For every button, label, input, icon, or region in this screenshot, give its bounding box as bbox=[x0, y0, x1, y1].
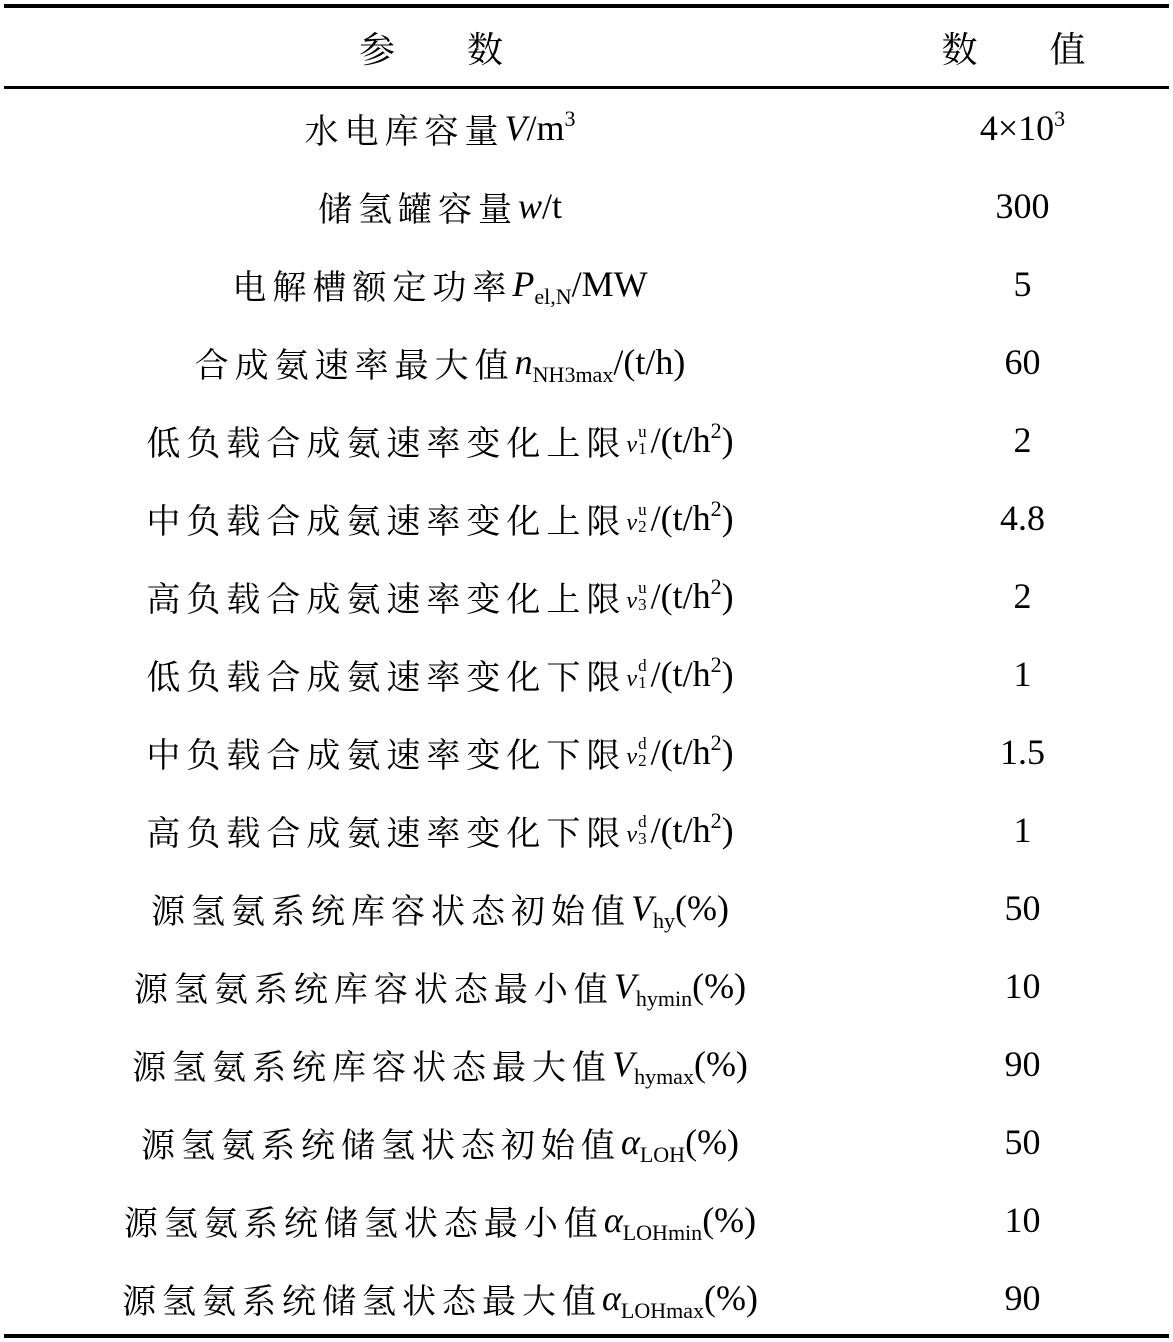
param-symbol bbox=[514, 341, 686, 387]
param-unit: (%) bbox=[704, 1278, 758, 1318]
param-cell bbox=[4, 1103, 876, 1181]
param-subscript: hymax bbox=[634, 1064, 694, 1089]
table-row bbox=[4, 635, 1169, 713]
param-value-base: 4×10 bbox=[979, 108, 1055, 148]
value-cell bbox=[876, 1103, 1169, 1181]
param-upper-index: d bbox=[638, 734, 647, 753]
table-row bbox=[4, 947, 1169, 1025]
param-value: 60 bbox=[1004, 342, 1041, 382]
param-variable: α bbox=[620, 1122, 640, 1162]
param-symbol bbox=[631, 887, 729, 933]
param-unit-close: ) bbox=[721, 420, 734, 460]
param-name: 源氢氨系统储氢状态最大值 bbox=[122, 1281, 603, 1322]
table-row bbox=[4, 401, 1169, 479]
param-value: 5 bbox=[1013, 264, 1032, 304]
table-row bbox=[4, 167, 1169, 245]
param-name: 合成氨速率最大值 bbox=[194, 345, 515, 386]
param-cell bbox=[4, 479, 876, 557]
param-index bbox=[638, 579, 647, 613]
table-row bbox=[4, 323, 1169, 401]
param-value: 90 bbox=[1004, 1278, 1041, 1318]
param-cell bbox=[4, 401, 876, 479]
param-lower-index: 2 bbox=[638, 517, 647, 536]
param-value: 10 bbox=[1004, 966, 1041, 1006]
param-value: 4.8 bbox=[1000, 498, 1045, 538]
param-variable-stack bbox=[626, 734, 646, 771]
param-name: 低负载合成氨速率变化下限 bbox=[146, 657, 627, 698]
value-cell bbox=[876, 479, 1169, 557]
param-variable: α bbox=[602, 1278, 621, 1318]
param-subscript: hymin bbox=[635, 986, 693, 1011]
param-unit: /MW bbox=[571, 264, 648, 304]
param-variable-stack bbox=[626, 578, 646, 615]
value-cell bbox=[876, 947, 1169, 1025]
header-param-cell bbox=[4, 8, 876, 86]
value-cell bbox=[876, 869, 1169, 947]
param-symbol bbox=[620, 1121, 740, 1167]
param-cell bbox=[4, 323, 876, 401]
param-value: 1.5 bbox=[1000, 732, 1045, 772]
param-name: 中负载合成氨速率变化上限 bbox=[146, 501, 627, 542]
param-symbol bbox=[613, 965, 747, 1011]
param-unit bbox=[651, 731, 734, 773]
param-cell bbox=[4, 791, 876, 869]
param-unit-text: /(t/h bbox=[650, 810, 711, 850]
param-variable: v bbox=[626, 431, 638, 458]
param-value-exponent: 3 bbox=[1054, 106, 1066, 131]
param-lower-index: 2 bbox=[638, 751, 647, 770]
param-lower-index: 1 bbox=[638, 673, 647, 692]
value-cell bbox=[876, 245, 1169, 323]
param-name: 水电库容量 bbox=[304, 111, 505, 152]
param-variable: v bbox=[626, 509, 638, 536]
param-variable: V bbox=[613, 966, 636, 1006]
param-value: 1 bbox=[1013, 654, 1032, 694]
param-value: 2 bbox=[1013, 420, 1032, 460]
param-unit: /(t/h) bbox=[613, 342, 686, 382]
param-index bbox=[638, 657, 647, 691]
header-value-label: 数 值 bbox=[941, 29, 1104, 71]
param-value: 50 bbox=[1004, 888, 1041, 928]
value-cell bbox=[876, 1259, 1169, 1337]
param-unit-exponent: 3 bbox=[564, 106, 576, 131]
param-unit-exponent: 2 bbox=[710, 574, 722, 599]
table-row bbox=[4, 1259, 1169, 1337]
table-row bbox=[4, 791, 1169, 869]
param-cell bbox=[4, 89, 876, 167]
value-cell bbox=[876, 323, 1169, 401]
value-cell bbox=[876, 713, 1169, 791]
param-unit bbox=[651, 497, 734, 539]
table-row bbox=[4, 869, 1169, 947]
param-symbol bbox=[518, 185, 562, 227]
param-unit: /t bbox=[542, 186, 563, 226]
param-cell bbox=[4, 245, 876, 323]
param-unit-text: /(t/h bbox=[650, 420, 711, 460]
param-value: 300 bbox=[995, 186, 1050, 226]
table-row bbox=[4, 1025, 1169, 1103]
param-unit-exponent: 2 bbox=[710, 652, 722, 677]
param-value: 1 bbox=[1013, 810, 1032, 850]
param-unit-exponent: 2 bbox=[710, 496, 722, 521]
param-unit: (%) bbox=[685, 1122, 740, 1162]
param-unit bbox=[651, 653, 734, 695]
param-cell bbox=[4, 713, 876, 791]
param-unit-text: /(t/h bbox=[650, 576, 711, 616]
param-index bbox=[638, 735, 647, 769]
param-unit-exponent: 2 bbox=[710, 730, 722, 755]
param-variable: n bbox=[514, 342, 533, 382]
param-unit bbox=[651, 575, 734, 617]
param-variable: V bbox=[504, 108, 527, 148]
param-variable-stack bbox=[626, 812, 646, 849]
param-index bbox=[638, 501, 647, 535]
param-unit-close: ) bbox=[721, 732, 734, 772]
param-name: 源氢氨系统库容状态最大值 bbox=[132, 1047, 613, 1088]
param-variable-stack bbox=[626, 422, 646, 459]
table-row bbox=[4, 479, 1169, 557]
param-variable-stack bbox=[626, 500, 646, 537]
param-value: 10 bbox=[1004, 1200, 1041, 1240]
param-name: 源氢氨系统储氢状态初始值 bbox=[140, 1125, 621, 1166]
param-unit bbox=[651, 809, 734, 851]
param-unit: /m bbox=[526, 108, 565, 148]
header-value-cell bbox=[876, 8, 1169, 86]
param-cell bbox=[4, 947, 876, 1025]
param-variable: V bbox=[612, 1044, 635, 1084]
param-unit-close: ) bbox=[721, 498, 734, 538]
param-name: 源氢氨系统库容状态初始值 bbox=[151, 891, 632, 932]
param-lower-index: 1 bbox=[638, 439, 647, 458]
param-name: 高负载合成氨速率变化下限 bbox=[146, 813, 627, 854]
table-row bbox=[4, 557, 1169, 635]
param-upper-index: d bbox=[638, 656, 647, 675]
param-subscript: LOH bbox=[639, 1142, 686, 1167]
param-index bbox=[638, 423, 647, 457]
value-cell bbox=[876, 635, 1169, 713]
param-unit: (%) bbox=[675, 888, 729, 928]
param-value: 90 bbox=[1004, 1044, 1041, 1084]
table-row bbox=[4, 1181, 1169, 1259]
param-upper-index: u bbox=[638, 578, 647, 597]
param-variable: v bbox=[626, 743, 638, 770]
param-unit-text: /(t/h bbox=[650, 732, 711, 772]
param-symbol bbox=[504, 107, 575, 149]
param-subscript: NH3max bbox=[532, 362, 614, 387]
param-cell bbox=[4, 1181, 876, 1259]
param-cell bbox=[4, 1259, 876, 1337]
value-cell bbox=[876, 89, 1169, 167]
value-cell bbox=[876, 1181, 1169, 1259]
param-variable: v bbox=[626, 665, 638, 692]
param-variable: v bbox=[626, 821, 638, 848]
param-subscript: LOHmin bbox=[622, 1220, 703, 1245]
param-name: 储氢罐容量 bbox=[317, 189, 518, 230]
param-subscript: LOHmax bbox=[620, 1298, 705, 1323]
param-unit-text: /(t/h bbox=[650, 654, 711, 694]
param-variable: V bbox=[631, 888, 654, 928]
param-index bbox=[638, 813, 647, 847]
param-unit-exponent: 2 bbox=[710, 418, 722, 443]
param-variable: P bbox=[512, 264, 535, 304]
value-cell bbox=[876, 167, 1169, 245]
param-variable: α bbox=[603, 1200, 623, 1240]
param-unit bbox=[651, 419, 734, 461]
value-cell bbox=[876, 1025, 1169, 1103]
param-cell bbox=[4, 635, 876, 713]
value-cell bbox=[876, 401, 1169, 479]
param-variable: w bbox=[517, 186, 542, 226]
param-unit-close: ) bbox=[721, 576, 734, 616]
param-subscript: hy bbox=[653, 908, 676, 933]
param-unit: (%) bbox=[692, 966, 747, 1006]
param-unit-exponent: 2 bbox=[710, 808, 722, 833]
table-row bbox=[4, 89, 1169, 167]
param-symbol bbox=[612, 1043, 748, 1089]
param-subscript: el,N bbox=[534, 284, 572, 309]
param-cell bbox=[4, 869, 876, 947]
param-unit-close: ) bbox=[721, 810, 734, 850]
param-lower-index: 3 bbox=[638, 595, 647, 614]
param-cell bbox=[4, 557, 876, 635]
param-upper-index: u bbox=[638, 422, 647, 441]
param-variable-stack bbox=[626, 656, 646, 693]
table-row bbox=[4, 713, 1169, 791]
header-param-label: 参 数 bbox=[358, 29, 521, 71]
param-symbol bbox=[603, 1199, 757, 1245]
param-value: 50 bbox=[1004, 1122, 1041, 1162]
param-name: 电解槽额定功率 bbox=[232, 267, 513, 308]
param-cell bbox=[4, 1025, 876, 1103]
value-cell bbox=[876, 557, 1169, 635]
param-unit-close: ) bbox=[721, 654, 734, 694]
table-bottom-rule bbox=[4, 1334, 1169, 1338]
table-row bbox=[4, 1103, 1169, 1181]
param-symbol bbox=[512, 263, 648, 309]
param-symbol bbox=[602, 1277, 758, 1323]
table-header-row bbox=[4, 8, 1169, 86]
param-unit-text: /(t/h bbox=[650, 498, 711, 538]
param-lower-index: 3 bbox=[638, 829, 647, 848]
param-upper-index: u bbox=[638, 500, 647, 519]
param-name: 源氢氨系统储氢状态最小值 bbox=[123, 1203, 604, 1244]
param-value: 2 bbox=[1013, 576, 1032, 616]
param-value bbox=[980, 107, 1065, 149]
param-unit: (%) bbox=[702, 1200, 757, 1240]
param-name: 源氢氨系统库容状态最小值 bbox=[133, 969, 614, 1010]
param-variable: v bbox=[626, 587, 638, 614]
param-name: 低负载合成氨速率变化上限 bbox=[146, 423, 627, 464]
param-upper-index: d bbox=[638, 812, 647, 831]
param-name: 高负载合成氨速率变化上限 bbox=[146, 579, 627, 620]
param-cell bbox=[4, 167, 876, 245]
table-row bbox=[4, 245, 1169, 323]
param-name: 中负载合成氨速率变化下限 bbox=[146, 735, 627, 776]
param-unit: (%) bbox=[693, 1044, 748, 1084]
value-cell bbox=[876, 791, 1169, 869]
